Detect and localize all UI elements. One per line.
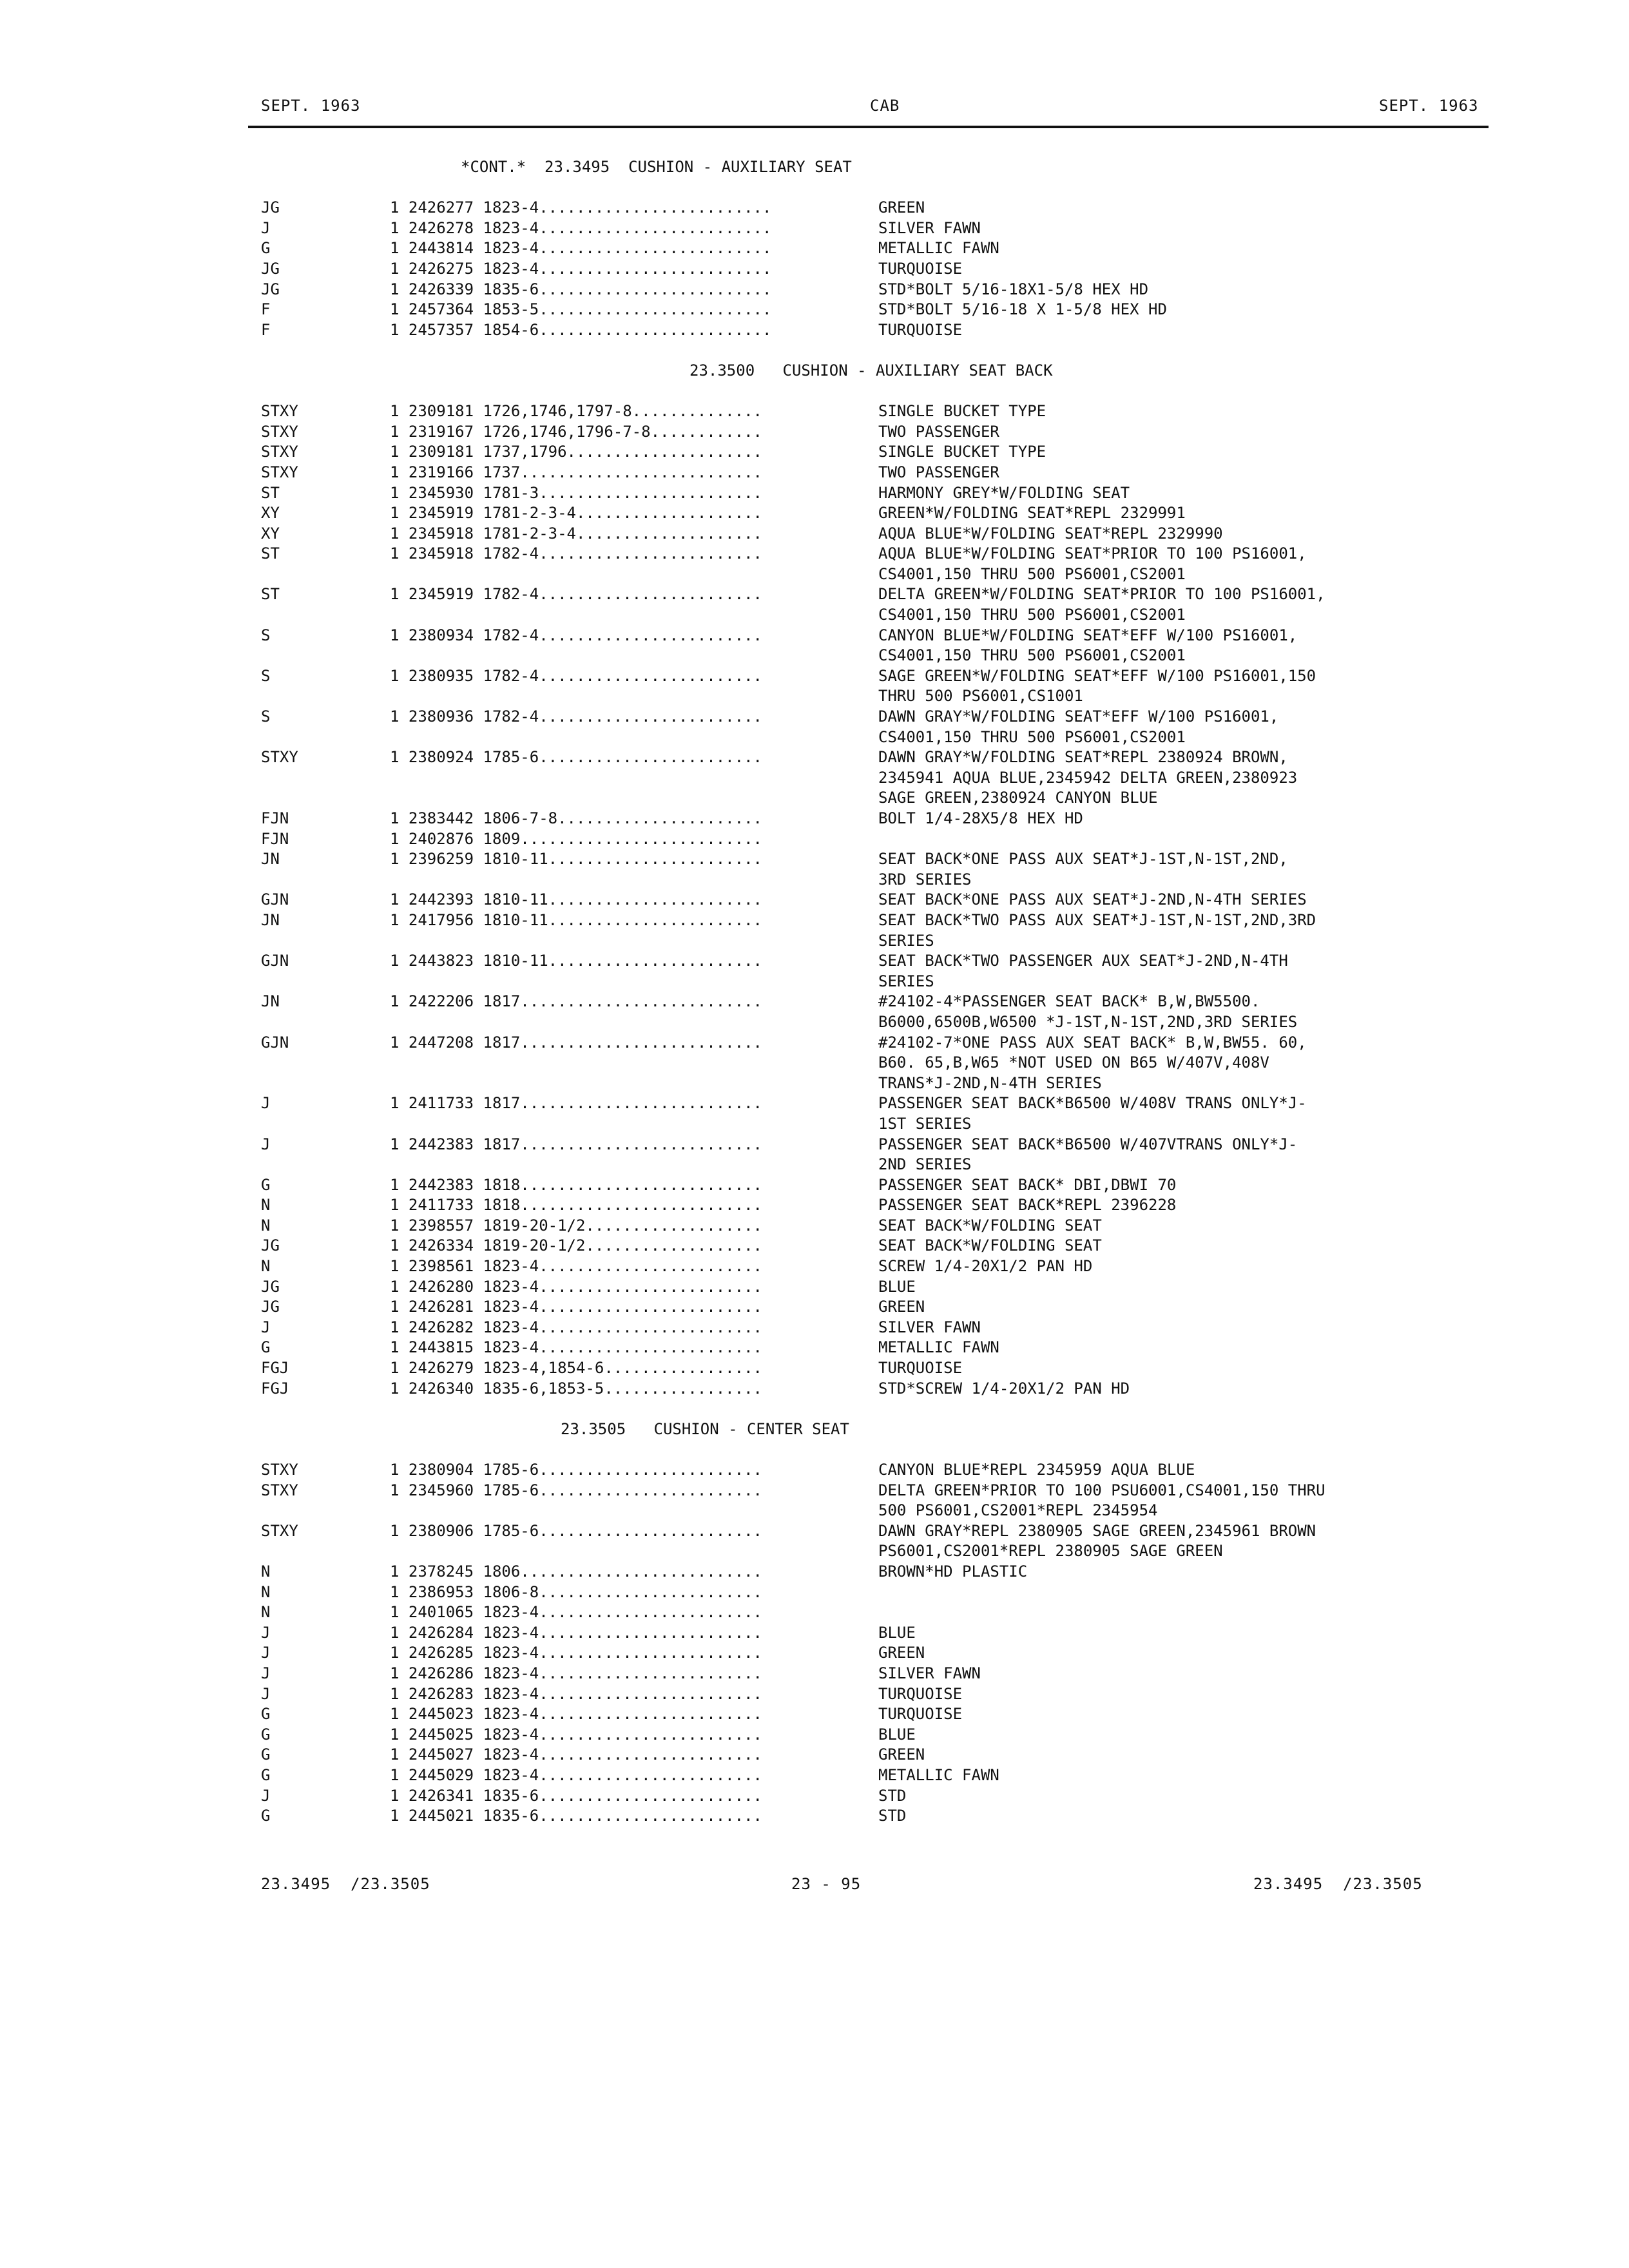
table-row: [261, 829, 1498, 850]
part-description: TURQUOISE: [878, 320, 963, 339]
table-row: [261, 524, 1498, 544]
part-number-entry: 1 2422206 1817..........................: [390, 992, 762, 1011]
header-date-right: SEPT. 1963: [1379, 97, 1479, 115]
part-number-entry: 1 2309181 1726,1746,1797-8..............: [390, 402, 762, 421]
model-code: GJN: [261, 890, 289, 909]
model-code: STXY: [261, 1521, 298, 1540]
model-code: JG: [261, 259, 280, 278]
part-number-entry: 1 2380906 1785-6........................: [390, 1521, 762, 1540]
part-description: METALLIC FAWN: [878, 1765, 999, 1784]
part-number-entry: 1 2411733 1817..........................: [390, 1094, 762, 1113]
table-row: [261, 1623, 1498, 1644]
model-code: S: [261, 626, 271, 644]
part-number-entry: 1 2445025 1823-4........................: [390, 1725, 762, 1744]
table-row: [261, 422, 1498, 443]
table-row: [261, 280, 1498, 300]
table-row: [261, 1602, 1498, 1623]
table-row-continuation: [261, 564, 1498, 585]
table-row: [261, 442, 1498, 463]
part-description-continued: CS4001,150 THRU 500 PS6001,CS2001: [878, 646, 1186, 665]
part-description: METALLIC FAWN: [878, 1338, 999, 1357]
footer-page-number: 23 - 95: [791, 1875, 862, 1893]
part-number-entry: 1 2345918 1782-4........................: [390, 544, 762, 563]
table-row: [261, 1460, 1498, 1481]
part-number-entry: 1 2445027 1823-4........................: [390, 1745, 762, 1764]
model-code: STXY: [261, 443, 298, 461]
table-row-continuation: [261, 1501, 1498, 1521]
part-description-continued: 3RD SERIES: [878, 870, 972, 889]
model-code: FJN: [261, 809, 289, 827]
table-row: [261, 951, 1498, 972]
model-code: G: [261, 1338, 271, 1357]
part-description: GREEN: [878, 198, 925, 217]
model-code: S: [261, 707, 271, 726]
model-code: J: [261, 1664, 271, 1682]
table-row-continuation: [261, 727, 1498, 748]
part-description-continued: SERIES: [878, 931, 934, 950]
part-description-continued: TRANS*J-2ND,N-4TH SERIES: [878, 1073, 1102, 1092]
model-code: J: [261, 1623, 271, 1642]
table-row: [261, 992, 1498, 1012]
part-description: TURQUOISE: [878, 1705, 963, 1724]
header-section-title: CAB: [870, 97, 900, 115]
part-description: TWO PASSENGER: [878, 422, 999, 441]
part-description: AQUA BLUE*W/FOLDING SEAT*REPL 2329990: [878, 524, 1223, 543]
part-number-entry: 1 2386953 1806-8........................: [390, 1582, 762, 1601]
model-code: JN: [261, 850, 280, 869]
table-row-continuation: [261, 1053, 1498, 1073]
model-code: G: [261, 1175, 271, 1194]
part-description-continued: 2345941 AQUA BLUE,2345942 DELTA GREEN,2380923: [878, 768, 1298, 787]
part-description-continued: PS6001,CS2001*REPL 2380905 SAGE GREEN: [878, 1542, 1223, 1561]
part-number-entry: 1 2442383 1817..........................: [390, 1135, 762, 1153]
model-code: STXY: [261, 402, 298, 421]
part-number-entry: 1 2380936 1782-4........................: [390, 707, 762, 726]
part-description: GREEN: [878, 1644, 925, 1662]
part-number-entry: 1 2345960 1785-6........................: [390, 1481, 762, 1499]
part-number-entry: 1 2380934 1782-4........................: [390, 626, 762, 644]
part-description: SEAT BACK*ONE PASS AUX SEAT*J-2ND,N-4TH SERIES: [878, 890, 1307, 909]
table-row: [261, 1135, 1498, 1155]
part-description: STD: [878, 1786, 907, 1805]
table-row: [261, 1786, 1498, 1807]
model-code: G: [261, 1765, 271, 1784]
part-number-entry: 1 2457357 1854-6.........................: [390, 320, 772, 339]
model-code: J: [261, 1318, 271, 1336]
model-code: G: [261, 239, 271, 258]
table-row: [261, 1358, 1498, 1379]
part-description: SINGLE BUCKET TYPE: [878, 402, 1046, 421]
model-code: JN: [261, 992, 280, 1011]
table-row: [261, 483, 1498, 504]
model-code: XY: [261, 504, 280, 523]
part-number-entry: 1 2426279 1823-4,1854-6.................: [390, 1359, 762, 1378]
part-number-entry: 1 2380924 1785-6........................: [390, 748, 762, 767]
model-code: STXY: [261, 463, 298, 481]
part-description-continued: 500 PS6001,CS2001*REPL 2345954: [878, 1501, 1158, 1520]
table-row: [261, 218, 1498, 239]
model-code: F: [261, 320, 271, 339]
part-description: GREEN: [878, 1745, 925, 1764]
table-row: [261, 1277, 1498, 1298]
table-row: [261, 1562, 1498, 1582]
footer-range-left: 23.3495 /23.3505: [261, 1875, 430, 1893]
part-number-entry: 1 2383442 1806-7-8......................: [390, 809, 762, 827]
part-number-entry: 1 2345918 1781-2-3-4....................: [390, 524, 762, 543]
part-number-entry: 1 2426275 1823-4.........................: [390, 259, 772, 278]
part-description-continued: CS4001,150 THRU 500 PS6001,CS2001: [878, 606, 1186, 624]
table-row: [261, 1521, 1498, 1542]
part-description: STD*BOLT 5/16-18X1-5/8 HEX HD: [878, 280, 1149, 298]
part-description: STD: [878, 1807, 907, 1825]
table-row-continuation: [261, 646, 1498, 666]
model-code: J: [261, 1135, 271, 1153]
model-code: FGJ: [261, 1359, 289, 1378]
table-row-continuation: [261, 788, 1498, 809]
part-description-continued: CS4001,150 THRU 500 PS6001,CS2001: [878, 564, 1186, 583]
model-code: GJN: [261, 952, 289, 970]
model-code: JN: [261, 910, 280, 929]
part-number-entry: 1 2426339 1835-6.........................: [390, 280, 772, 298]
part-number-entry: 1 2426283 1823-4........................: [390, 1684, 762, 1703]
table-row: [261, 1216, 1498, 1236]
model-code: JG: [261, 198, 280, 217]
section-spacer: [261, 1399, 1498, 1419]
part-number-entry: 1 2396259 1810-11.......................: [390, 850, 762, 869]
part-number-entry: 1 2426281 1823-4........................: [390, 1298, 762, 1316]
part-number-entry: 1 2426286 1823-4........................: [390, 1664, 762, 1682]
part-description: SEAT BACK*W/FOLDING SEAT: [878, 1216, 1102, 1235]
part-description: PASSENGER SEAT BACK* DBI,DBWI 70: [878, 1175, 1177, 1194]
table-row-continuation: [261, 870, 1498, 890]
table-row: [261, 463, 1498, 483]
part-description: SEAT BACK*TWO PASSENGER AUX SEAT*J-2ND,N-4TH: [878, 952, 1288, 970]
part-description: BROWN*HD PLASTIC: [878, 1562, 1028, 1581]
table-row: [261, 1318, 1498, 1338]
model-code: S: [261, 666, 271, 685]
part-description: SEAT BACK*TWO PASS AUX SEAT*J-1ST,N-1ST,2ND,3RD: [878, 910, 1316, 929]
table-row: [261, 1684, 1498, 1705]
header-date-left: SEPT. 1963: [261, 97, 361, 115]
part-number-entry: 1 2380935 1782-4........................: [390, 666, 762, 685]
part-number-entry: 1 2319167 1726,1746,1796-7-8............: [390, 422, 762, 441]
model-code: N: [261, 1257, 271, 1276]
section-heading-line: [261, 157, 1498, 178]
model-code: G: [261, 1807, 271, 1825]
part-description: DELTA GREEN*PRIOR TO 100 PSU6001,CS4001,150 THRU: [878, 1481, 1325, 1499]
table-row: [261, 1704, 1498, 1725]
part-description-continued: 1ST SERIES: [878, 1114, 972, 1133]
model-code: N: [261, 1196, 271, 1215]
part-number-entry: 1 2398561 1823-4........................: [390, 1257, 762, 1276]
section-spacer: [261, 381, 1498, 402]
part-description: SAGE GREEN*W/FOLDING SEAT*EFF W/100 PS16001,150: [878, 666, 1316, 685]
table-row: [261, 666, 1498, 687]
table-row: [261, 849, 1498, 870]
part-number-entry: 1 2426285 1823-4........................: [390, 1644, 762, 1662]
table-row: [261, 1175, 1498, 1196]
table-row: [261, 1033, 1498, 1053]
section-spacer: [261, 1439, 1498, 1460]
part-number-entry: 1 2402876 1809..........................: [390, 829, 762, 848]
part-number-entry: 1 2380904 1785-6........................: [390, 1461, 762, 1479]
part-description: TWO PASSENGER: [878, 463, 999, 481]
table-row: [261, 1725, 1498, 1745]
model-code: FJN: [261, 829, 289, 848]
part-description: PASSENGER SEAT BACK*B6500 W/407VTRANS ONLY*J-: [878, 1135, 1298, 1153]
model-code: N: [261, 1582, 271, 1601]
part-number-entry: 1 2398557 1819-20-1/2...................: [390, 1216, 762, 1235]
model-code: XY: [261, 524, 280, 543]
model-code: J: [261, 218, 271, 237]
table-row: [261, 1643, 1498, 1664]
part-number-entry: 1 2345919 1781-2-3-4....................: [390, 504, 762, 523]
table-row: [261, 626, 1498, 646]
table-row: [261, 401, 1498, 422]
part-description-continued: B60. 65,B,W65 *NOT USED ON B65 W/407V,408V: [878, 1053, 1269, 1072]
header-rule: [248, 126, 1489, 128]
table-row: [261, 809, 1498, 829]
part-number-entry: 1 2426278 1823-4.........................: [390, 218, 772, 237]
part-description: PASSENGER SEAT BACK*REPL 2396228: [878, 1196, 1177, 1215]
part-number-entry: 1 2443814 1823-4.........................: [390, 239, 772, 258]
model-code: ST: [261, 544, 280, 563]
part-description: SILVER FAWN: [878, 1664, 981, 1682]
part-description: #24102-7*ONE PASS AUX SEAT BACK* B,W,BW55. 60,: [878, 1033, 1307, 1052]
part-description: METALLIC FAWN: [878, 239, 999, 258]
table-row: [261, 1481, 1498, 1501]
part-description: TURQUOISE: [878, 259, 963, 278]
part-number-entry: 1 2443815 1823-4........................: [390, 1338, 762, 1357]
model-code: JG: [261, 1236, 280, 1255]
table-row-continuation: [261, 686, 1498, 707]
table-row-continuation: [261, 605, 1498, 626]
part-description: SEAT BACK*ONE PASS AUX SEAT*J-1ST,N-1ST,2ND,: [878, 850, 1288, 869]
part-number-entry: 1 2426277 1823-4.........................: [390, 198, 772, 217]
table-row-continuation: [261, 931, 1498, 952]
model-code: JG: [261, 1298, 280, 1316]
part-description: SEAT BACK*W/FOLDING SEAT: [878, 1236, 1102, 1255]
table-row-continuation: [261, 1073, 1498, 1094]
section-heading-line: [261, 1419, 1498, 1440]
model-code: STXY: [261, 1481, 298, 1499]
part-number-entry: 1 2345930 1781-3........................: [390, 483, 762, 502]
model-code: F: [261, 300, 271, 319]
table-row: [261, 1256, 1498, 1277]
table-row: [261, 910, 1498, 931]
part-description-continued: THRU 500 PS6001,CS1001: [878, 687, 1083, 706]
model-code: ST: [261, 585, 280, 604]
part-description: AQUA BLUE*W/FOLDING SEAT*PRIOR TO 100 PS16001,: [878, 544, 1307, 563]
part-description: CANYON BLUE*W/FOLDING SEAT*EFF W/100 PS16001,: [878, 626, 1298, 644]
model-code: STXY: [261, 748, 298, 767]
parts-list: [261, 157, 1498, 1827]
part-number-entry: 1 2426341 1835-6........................: [390, 1786, 762, 1805]
part-description: SILVER FAWN: [878, 1318, 981, 1336]
part-description-continued: B6000,6500B,W6500 *J-1ST,N-1ST,2ND,3RD SERIES: [878, 1012, 1298, 1031]
model-code: J: [261, 1684, 271, 1703]
table-row: [261, 320, 1498, 341]
part-number-entry: 1 2445029 1823-4........................: [390, 1765, 762, 1784]
table-row-continuation: [261, 1155, 1498, 1175]
part-number-entry: 1 2309181 1737,1796.....................: [390, 443, 762, 461]
part-number-entry: 1 2457364 1853-5.........................: [390, 300, 772, 319]
model-code: STXY: [261, 1461, 298, 1479]
table-row: [261, 503, 1498, 524]
model-code: JG: [261, 1277, 280, 1296]
table-row: [261, 1379, 1498, 1399]
model-code: J: [261, 1644, 271, 1662]
table-row: [261, 1765, 1498, 1786]
part-number-entry: 1 2401065 1823-4........................: [390, 1603, 762, 1622]
part-description: STD*BOLT 5/16-18 X 1-5/8 HEX HD: [878, 300, 1167, 319]
part-number-entry: 1 2319166 1737..........................: [390, 463, 762, 481]
table-row-continuation: [261, 1114, 1498, 1135]
part-description: DELTA GREEN*W/FOLDING SEAT*PRIOR TO 100 PS16001,: [878, 585, 1325, 604]
model-code: G: [261, 1705, 271, 1724]
part-description: TURQUOISE: [878, 1684, 963, 1703]
model-code: J: [261, 1786, 271, 1805]
part-number-entry: 1 2378245 1806..........................: [390, 1562, 762, 1581]
part-description: DAWN GRAY*W/FOLDING SEAT*EFF W/100 PS16001,: [878, 707, 1279, 726]
section-title: *CONT.* 23.3495 CUSHION - AUXILIARY SEAT: [461, 158, 852, 176]
section-spacer: [261, 340, 1498, 361]
part-number-entry: 1 2345919 1782-4........................: [390, 585, 762, 604]
part-description: DAWN GRAY*REPL 2380905 SAGE GREEN,2345961 BROWN: [878, 1521, 1316, 1540]
table-row: [261, 300, 1498, 320]
part-number-entry: 1 2445021 1835-6........................: [390, 1807, 762, 1825]
part-description: CANYON BLUE*REPL 2345959 AQUA BLUE: [878, 1461, 1195, 1479]
part-number-entry: 1 2417956 1810-11.......................: [390, 910, 762, 929]
part-description: PASSENGER SEAT BACK*B6500 W/408V TRANS ONLY*J-: [878, 1094, 1307, 1113]
table-row: [261, 1195, 1498, 1216]
part-description: #24102-4*PASSENGER SEAT BACK* B,W,BW5500.: [878, 992, 1260, 1011]
part-description: TURQUOISE: [878, 1359, 963, 1378]
table-row: [261, 890, 1498, 910]
model-code: JG: [261, 280, 280, 298]
part-description: STD*SCREW 1/4-20X1/2 PAN HD: [878, 1379, 1130, 1398]
part-description: BOLT 1/4-28X5/8 HEX HD: [878, 809, 1083, 827]
part-description: GREEN*W/FOLDING SEAT*REPL 2329991: [878, 504, 1186, 523]
part-description: DAWN GRAY*W/FOLDING SEAT*REPL 2380924 BROWN,: [878, 748, 1288, 767]
table-row: [261, 1664, 1498, 1684]
part-description: SILVER FAWN: [878, 218, 981, 237]
section-title: 23.3500 CUSHION - AUXILIARY SEAT BACK: [689, 361, 1053, 380]
part-description-continued: CS4001,150 THRU 500 PS6001,CS2001: [878, 727, 1186, 746]
part-number-entry: 1 2443823 1810-11.......................: [390, 952, 762, 970]
part-number-entry: 1 2445023 1823-4........................: [390, 1705, 762, 1724]
model-code: N: [261, 1562, 271, 1581]
part-number-entry: 1 2426334 1819-20-1/2...................: [390, 1236, 762, 1255]
part-description-continued: SAGE GREEN,2380924 CANYON BLUE: [878, 789, 1158, 807]
table-row: [261, 1093, 1498, 1114]
part-number-entry: 1 2442383 1818..........................: [390, 1175, 762, 1194]
table-row-continuation: [261, 972, 1498, 992]
model-code: N: [261, 1603, 271, 1622]
table-row: [261, 1338, 1498, 1358]
table-row: [261, 198, 1498, 218]
part-description: SINGLE BUCKET TYPE: [878, 443, 1046, 461]
part-number-entry: 1 2426340 1835-6,1853-5.................: [390, 1379, 762, 1398]
section-title: 23.3505 CUSHION - CENTER SEAT: [561, 1419, 849, 1438]
table-row: [261, 1297, 1498, 1318]
part-description: BLUE: [878, 1277, 916, 1296]
model-code: G: [261, 1745, 271, 1764]
footer-range-right: 23.3495 /23.3505: [1253, 1875, 1423, 1893]
table-row: [261, 544, 1498, 564]
part-number-entry: 1 2447208 1817..........................: [390, 1033, 762, 1052]
table-row-continuation: [261, 1541, 1498, 1562]
table-row: [261, 1745, 1498, 1765]
part-description: BLUE: [878, 1623, 916, 1642]
model-code: GJN: [261, 1033, 289, 1052]
part-number-entry: 1 2426282 1823-4........................: [390, 1318, 762, 1336]
section-spacer: [261, 178, 1498, 198]
table-row: [261, 707, 1498, 727]
table-row: [261, 747, 1498, 768]
model-code: J: [261, 1094, 271, 1113]
part-description-continued: 2ND SERIES: [878, 1155, 972, 1174]
part-number-entry: 1 2411733 1818..........................: [390, 1196, 762, 1215]
section-heading-line: [261, 361, 1498, 381]
part-number-entry: 1 2442393 1810-11.......................: [390, 890, 762, 909]
model-code: FGJ: [261, 1379, 289, 1398]
part-description: BLUE: [878, 1725, 916, 1744]
table-row: [261, 1582, 1498, 1603]
model-code: STXY: [261, 422, 298, 441]
part-number-entry: 1 2426284 1823-4........................: [390, 1623, 762, 1642]
part-description: SCREW 1/4-20X1/2 PAN HD: [878, 1257, 1093, 1276]
part-number-entry: 1 2426280 1823-4........................: [390, 1277, 762, 1296]
part-description: GREEN: [878, 1298, 925, 1316]
part-description: HARMONY GREY*W/FOLDING SEAT: [878, 483, 1130, 502]
part-description-continued: SERIES: [878, 972, 934, 990]
model-code: G: [261, 1725, 271, 1744]
model-code: N: [261, 1216, 271, 1235]
model-code: ST: [261, 483, 280, 502]
table-row-continuation: [261, 1012, 1498, 1033]
table-row: [261, 259, 1498, 280]
table-row: [261, 1806, 1498, 1827]
table-row: [261, 238, 1498, 259]
table-row-continuation: [261, 768, 1498, 789]
table-row: [261, 584, 1498, 605]
table-row: [261, 1236, 1498, 1256]
